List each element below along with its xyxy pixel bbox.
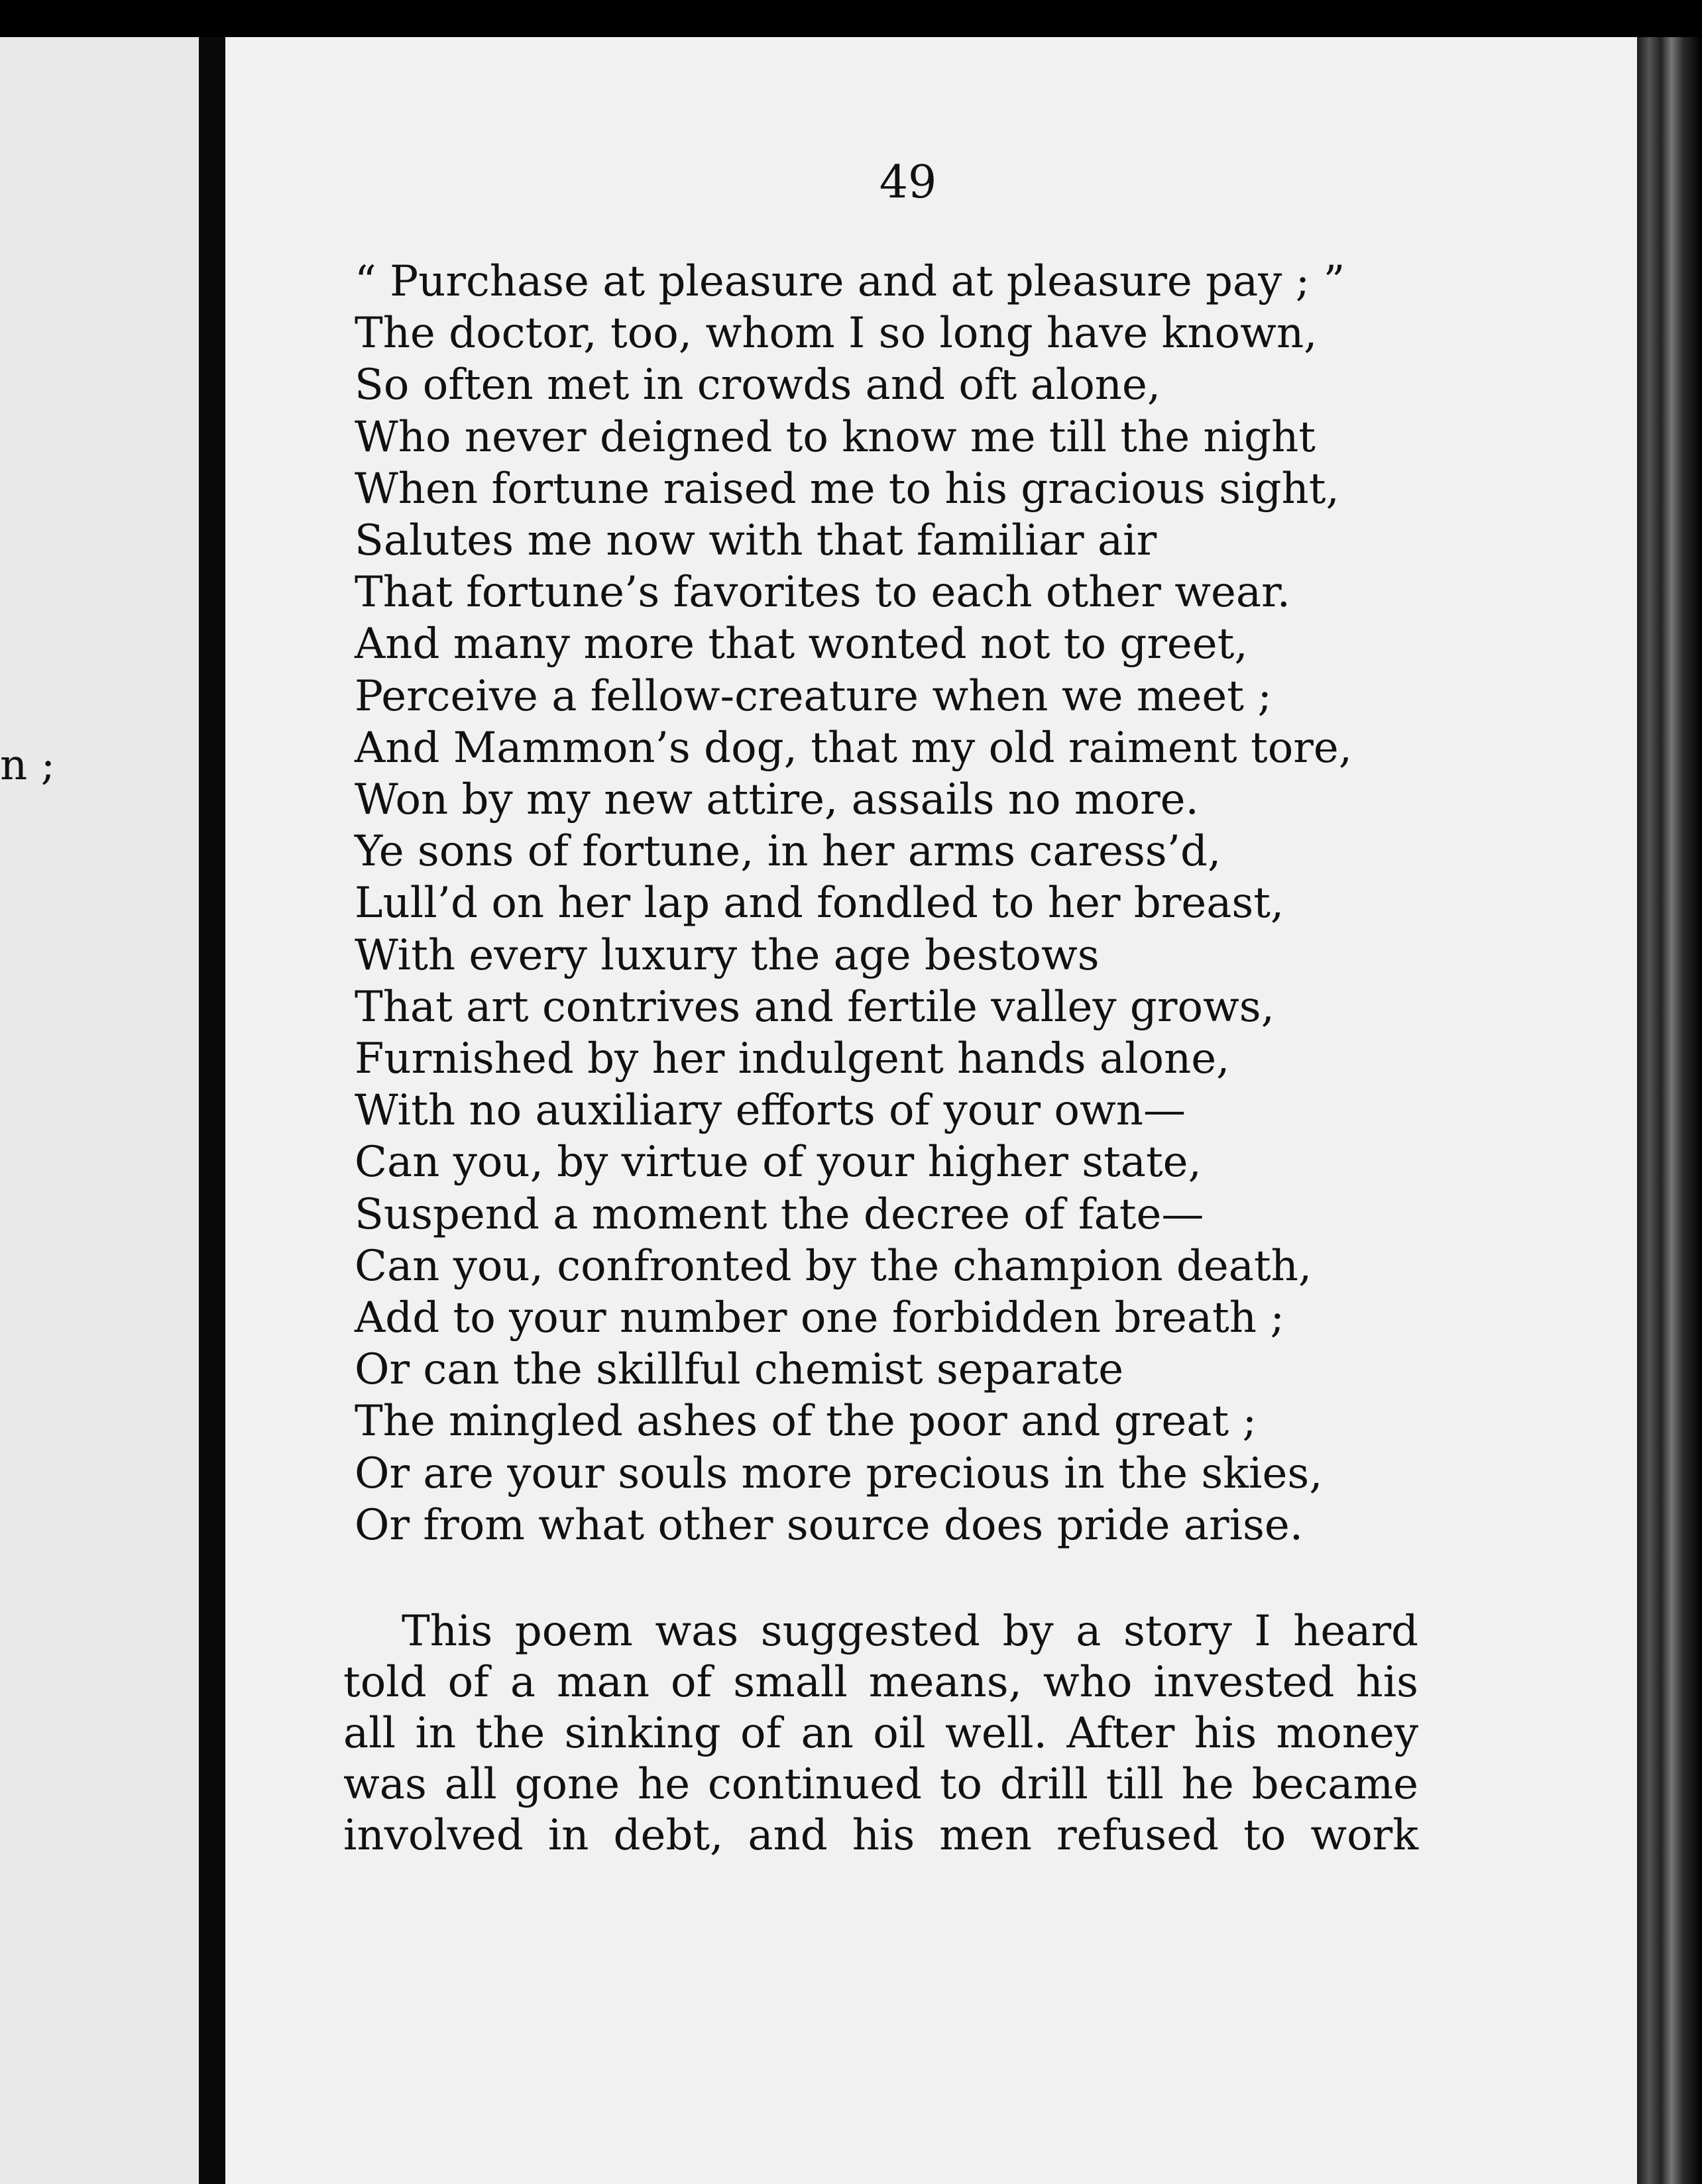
- poem-line: Add to your number one forbidden breath ;: [355, 1293, 1284, 1343]
- poem-line: Won by my new attire, assails no more.: [355, 775, 1199, 825]
- poem-line: Can you, confronted by the champion death,: [355, 1241, 1312, 1291]
- poem-line: The mingled ashes of the poor and great ;: [355, 1397, 1257, 1447]
- previous-page-text-fragment: n ;: [0, 741, 56, 790]
- poem-line: With no auxiliary efforts of your own—: [355, 1086, 1186, 1136]
- poem-line: So often met in crowds and oft alone,: [355, 360, 1161, 410]
- prose-line: told of a man of small means, who invested his: [343, 1658, 1418, 1707]
- poem-stanza: [355, 256, 1352, 1551]
- poem-line: That art contrives and fertile valley grows,: [355, 982, 1275, 1032]
- poem-line: Who never deigned to know me till the night: [355, 412, 1316, 462]
- poem-line: Suspend a moment the decree of fate—: [355, 1189, 1204, 1239]
- poem-line: Or from what other source does pride arise.: [355, 1500, 1304, 1550]
- poem-line: Salutes me now with that familiar air: [355, 516, 1157, 566]
- prose-line: involved in debt, and his men refused to work: [343, 1811, 1418, 1860]
- prose-line: This poem was suggested by a story I heard: [402, 1607, 1418, 1656]
- poem-line: Or are your souls more precious in the skies,: [355, 1448, 1323, 1498]
- poem-line: Can you, by virtue of your higher state,: [355, 1138, 1202, 1187]
- poem-line: When fortune raised me to his gracious sight,: [355, 464, 1339, 514]
- poem-line: Lull’d on her lap and fondled to her breast,: [355, 879, 1284, 928]
- poem-line: Ye sons of fortune, in her arms caress’d,: [355, 827, 1221, 877]
- page-number: 49: [879, 156, 937, 209]
- poem-line: Perceive a fellow-creature when we meet ;: [355, 671, 1272, 721]
- book-gutter: [199, 37, 225, 2184]
- poem-line: Furnished by her indulgent hands alone,: [355, 1034, 1230, 1084]
- poem-line: That fortune’s favorites to each other wear.: [355, 568, 1290, 618]
- poem-line: And many more that wonted not to greet,: [355, 620, 1248, 669]
- prose-paragraph: [343, 1606, 1418, 1861]
- prose-line: was all gone he continued to drill till he became: [343, 1760, 1418, 1809]
- page-edges: [1637, 37, 1702, 2184]
- previous-page: [0, 37, 199, 2184]
- poem-line: Or can the skillful chemist separate: [355, 1345, 1124, 1395]
- poem-line: And Mammon’s dog, that my old raiment tore,: [355, 723, 1353, 773]
- poem-line: “ Purchase at pleasure and at pleasure pay ; ”: [355, 257, 1345, 306]
- poem-line: The doctor, too, whom I so long have known,: [355, 309, 1318, 358]
- prose-line: all in the sinking of an oil well. After his money: [343, 1709, 1418, 1758]
- poem-line: With every luxury the age bestows: [355, 930, 1100, 980]
